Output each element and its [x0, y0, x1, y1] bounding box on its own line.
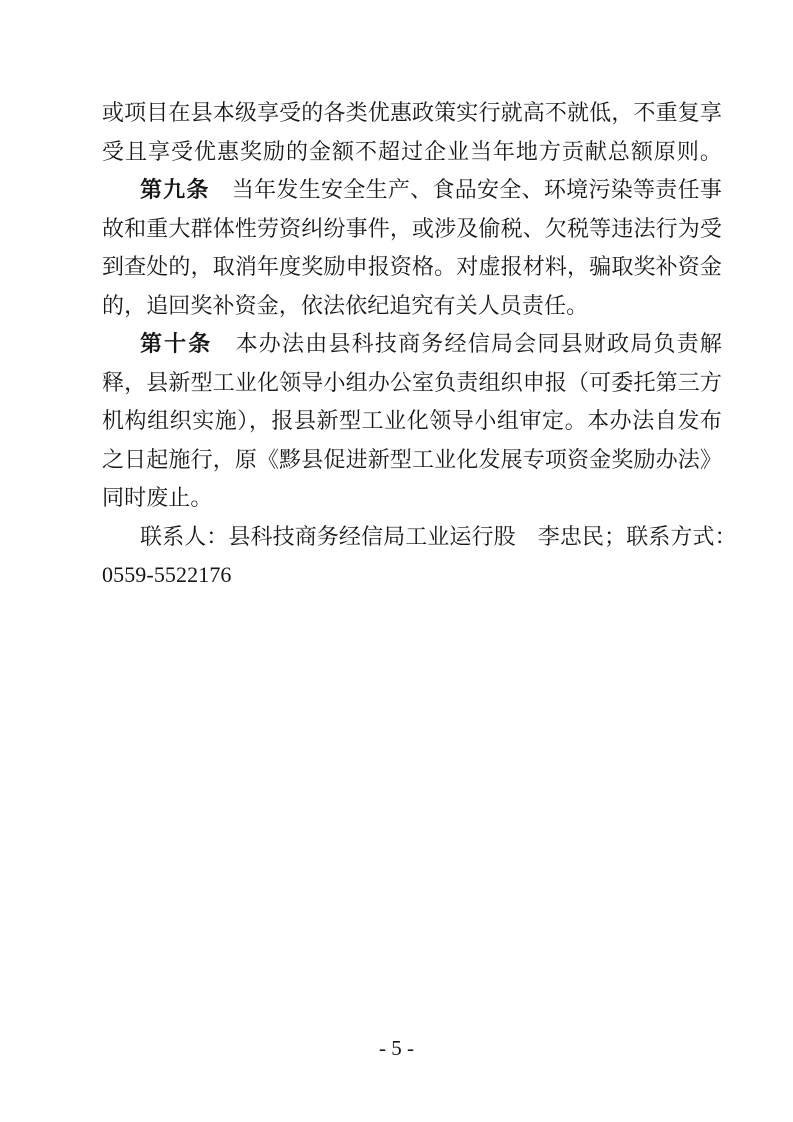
document-body	[102, 94, 737, 595]
paragraph-line: 到查处的，取消年度奖励申报资格。对虚报材料，骗取奖补资金	[102, 254, 722, 279]
article9-heading-line	[102, 171, 722, 210]
paragraph-line: 或项目在县本级享受的各类优惠政策实行就高不就低，不重复享	[102, 100, 722, 125]
article9-line1-text: 当年发生安全生产、食品安全、环境污染等责任事	[209, 177, 722, 202]
article10-heading-line	[102, 325, 722, 364]
page-number: - 5 -	[379, 1036, 414, 1060]
paragraph-line: 之日起施行，原《黟县促进新型工业化发展专项资金奖励办法》	[102, 446, 722, 472]
paragraph-line: 故和重大群体性劳资纠纷事件，或涉及偷税、欠税等违法行为受	[102, 215, 722, 241]
article10-label: 第十条	[140, 331, 213, 356]
paragraph-line: 释，县新型工业化领导小组办公室负责组织申报（可委托第三方	[102, 369, 722, 395]
paragraph-line: 同时废止。	[102, 485, 213, 510]
paragraph-line: 机构组织实施），报县新型工业化领导小组审定。本办法自发布	[102, 408, 722, 433]
article10-line1-text: 本办法由县科技商务经信局会同县财政局负责解	[212, 331, 722, 356]
contact-line: 联系人：县科技商务经信局工业运行股 李忠民；联系方式：	[140, 523, 737, 549]
paragraph-line: 的，追回奖补资金，依法依纪追究有关人员责任。	[102, 292, 589, 318]
article9-label: 第九条	[140, 177, 210, 202]
contact-phone: 0559-5522176	[102, 562, 232, 587]
paragraph-line: 受且享受优惠奖励的金额不超过企业当年地方贡献总额原则。	[102, 138, 722, 164]
